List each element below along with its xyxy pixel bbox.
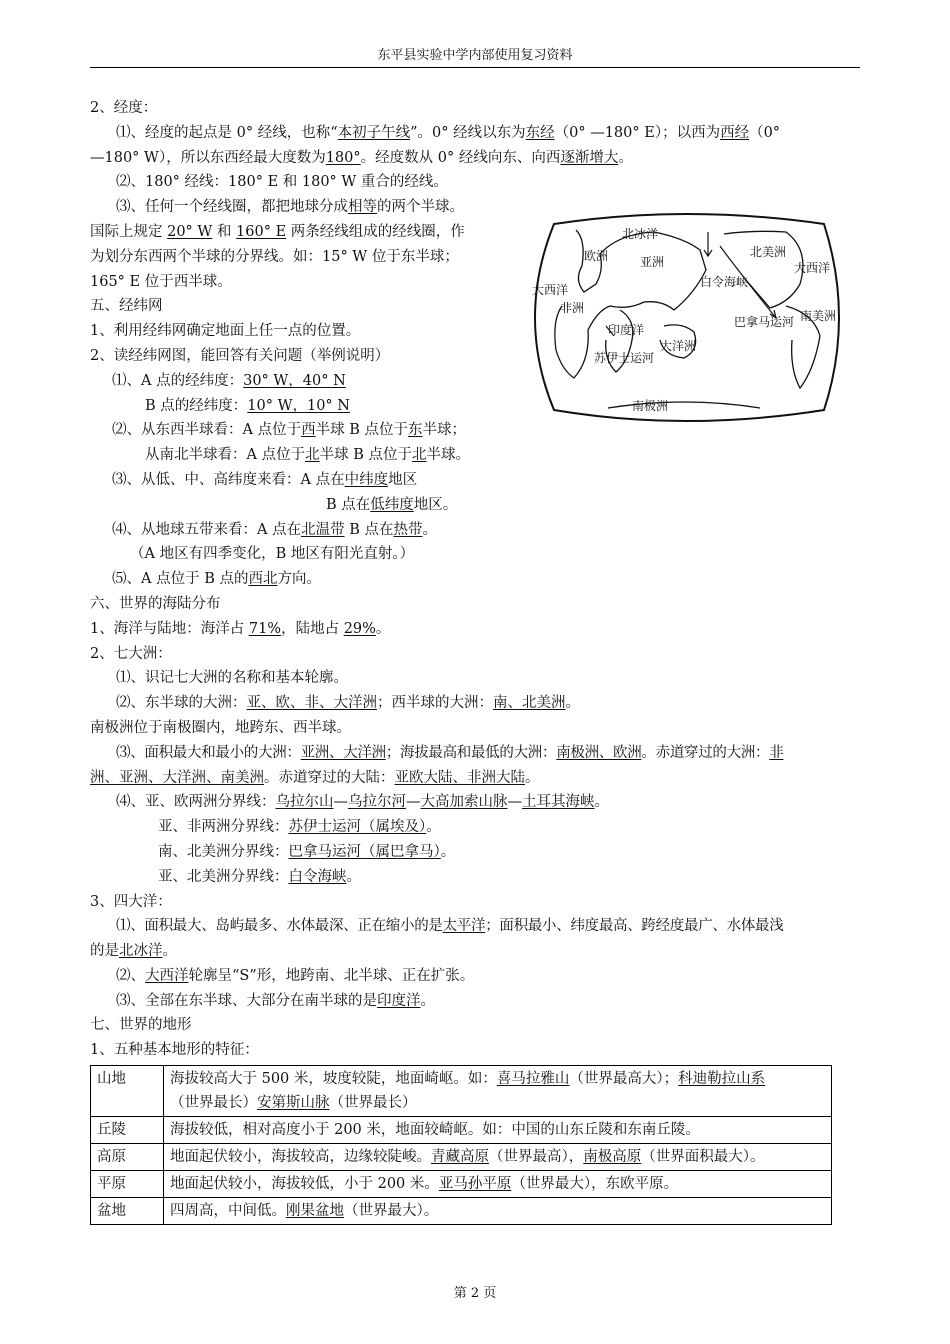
continent-outline	[608, 402, 760, 408]
text-line: ⑷、从地球五带来看：A 点在北温带 B 点在热带。	[112, 521, 437, 538]
text-line: ⑶、全部在东半球、大部分在南半球的是印度洋。	[116, 992, 435, 1009]
text-line: ⑴、识记七大洲的名称和基本轮廓。	[116, 670, 348, 687]
section-title: 2、经度：	[90, 100, 158, 116]
table-cell: 高原	[91, 1144, 164, 1171]
text-line: B 点的经纬度：10° W，10° N	[145, 397, 350, 414]
table-cell: 地面起伏较小，海拔较高，边缘较陡峻。青藏高原（世界最高），南极高原（世界面积最大）。	[164, 1144, 832, 1171]
map-label-beimei: 北美洲	[750, 245, 787, 259]
map-label-ouzhou: 欧洲	[584, 249, 609, 263]
text-line: 2、读经纬网图，能回答有关问题（举例说明）	[90, 347, 390, 364]
table-row	[91, 1144, 832, 1171]
table-cell: 地面起伏较小，海拔较低，小于 200 米。亚马孙平原（世界最大），东欧平原。	[164, 1171, 832, 1198]
landform-table	[90, 1065, 832, 1225]
text-line: 2、七大洲：	[90, 645, 172, 662]
map-label-panama: 巴拿马运河	[734, 315, 795, 329]
text-line: ⑵、180° 经线：180° E 和 180° W 重合的经线。	[116, 174, 448, 191]
map-label-yindu: 印度洋	[608, 323, 645, 337]
text-line: ⑸、A 点位于 B 点的西北方向。	[112, 571, 321, 588]
text-line: （A 地区有四季变化，B 地区有阳光直射。）	[130, 546, 415, 563]
page-header	[90, 44, 860, 68]
text-line: —180° W），所以东西经最大度数为180°。经度数从 0° 经线向东、向西逐渐增大。	[90, 149, 633, 166]
map-label-nanji: 南极洲	[632, 399, 669, 413]
page-number: 第 2 页	[453, 1286, 497, 1301]
table-row	[91, 1117, 832, 1144]
section-title: 七、世界的地形	[90, 1017, 192, 1034]
text-line: 165° E 位于西半球。	[90, 273, 232, 290]
text-line: ⑴、经度的起点是 0° 经线，也称“本初子午线”。0° 经线以东为东经（0° —180° E）；以西为西经（0°	[116, 124, 781, 141]
text-line: 从南北半球看：A 点位于北半球 B 点位于北半球。	[145, 447, 470, 464]
table-cell: 丘陵	[91, 1117, 164, 1144]
table-cell: 海拔较高大于 500 米，坡度较陡，地面崎岖。如：喜马拉雅山（世界最高大）；科迪勒拉山系 （世界最长）安第斯山脉（世界最长）	[164, 1066, 832, 1117]
table-cell: 海拔较低，相对高度小于 200 米，地面较崎岖。如：中国的山东丘陵和东南丘陵。	[164, 1117, 832, 1144]
text-line: 3、四大洋：	[90, 893, 172, 910]
text-line: 南、北美洲分界线：巴拿马运河（属巴拿马）。	[158, 843, 456, 860]
text-line: 亚、北美洲分界线：白令海峡。	[158, 868, 361, 885]
table-cell: 盆地	[91, 1198, 164, 1225]
text-line: ⑶、从低、中、高纬度来看：A 点在中纬度地区	[112, 471, 418, 488]
continent-outline	[724, 231, 803, 308]
text-line: ⑷、亚、欧两洲分界线：乌拉尔山—乌拉尔河—大高加索山脉—土耳其海峡。	[116, 794, 609, 811]
text-line: B 点在低纬度地区。	[326, 496, 458, 513]
map-label-nanmei: 南美洲	[800, 309, 837, 323]
map-label-yazhou: 亚洲	[640, 255, 665, 269]
text-line: ⑵、从东西半球看：A 点位于西半球 B 点位于东半球；	[112, 422, 466, 439]
text-line: ⑵、东半球的大洲：亚、欧、非、大洋洲；西半球的大洲：南、北美洲。	[116, 695, 580, 712]
table-cell: 山地	[91, 1066, 164, 1117]
text-line: ⑵、大西洋轮廓呈“S”形，地跨南、北半球、正在扩张。	[116, 967, 475, 984]
table-cell: 平原	[91, 1171, 164, 1198]
map-label-feizhou: 非洲	[560, 301, 585, 315]
map-label-suyishi: 苏伊士运河	[594, 351, 655, 365]
text-line: 为划分东西两个半球的分界线。如：15° W 位于东半球；	[90, 248, 459, 265]
text-line: ⑴、面积最大、岛屿最多、水体最深、正在缩小的是太平洋；面积最小、纬度最高、跨经度最广、水体最浅	[116, 918, 784, 935]
text-line: ⑶、面积最大和最小的大洲：亚洲、大洋洲；海拔最高和最低的大洲：南极洲、欧洲。赤道穿过的大洲：非	[116, 744, 784, 761]
text-line: 亚、非两洲分界线：苏伊士运河（属埃及）。	[158, 819, 441, 836]
map-label-daxiyang-right: 大西洋	[794, 261, 831, 275]
map-label-beibingyang: 北冰洋	[622, 227, 659, 241]
map-label-daxiyang-left: 大西洋	[532, 283, 569, 297]
table-row	[91, 1198, 832, 1225]
section-title: 五、经纬网	[90, 298, 163, 315]
map-label-dayang: 大洋洲	[660, 339, 697, 353]
section-title: 六、世界的海陆分布	[90, 595, 221, 612]
text-line: 1、海洋与陆地：海洋占 71%，陆地占 29%。	[90, 620, 391, 637]
text-line: 南极洲位于南极圈内，地跨东、西半球。	[90, 719, 351, 736]
table-cell: 四周高，中间低。刚果盆地（世界最大）。	[164, 1198, 832, 1225]
text-line: 洲、亚洲、大洋洲、南美洲。赤道穿过的大陆：亚欧大陆、非洲大陆。	[90, 769, 540, 786]
header-title: 东平县实验中学内部使用复习资料	[377, 48, 573, 63]
text-line: 1、五种基本地形的特征：	[90, 1042, 259, 1059]
arrow	[704, 232, 712, 256]
page-footer	[0, 1282, 950, 1301]
table-row	[91, 1171, 832, 1198]
text-line: ⑶、任何一个经线圈，都把地球分成相等的两个半球。	[116, 199, 464, 216]
text-line: 国际上规定 20° W 和 160° E 两条经线组成的经线圈，作	[90, 223, 465, 240]
text-line: 1、利用经纬网确定地面上任一点的位置。	[90, 323, 361, 340]
map-label-bailing: 白令海峡	[700, 275, 749, 289]
text-line: 的是北冰洋。	[90, 943, 177, 960]
world-map-sketch	[524, 210, 846, 426]
text-line: ⑴、A 点的经纬度：30° W，40° N	[112, 372, 346, 389]
table-row	[91, 1066, 832, 1117]
